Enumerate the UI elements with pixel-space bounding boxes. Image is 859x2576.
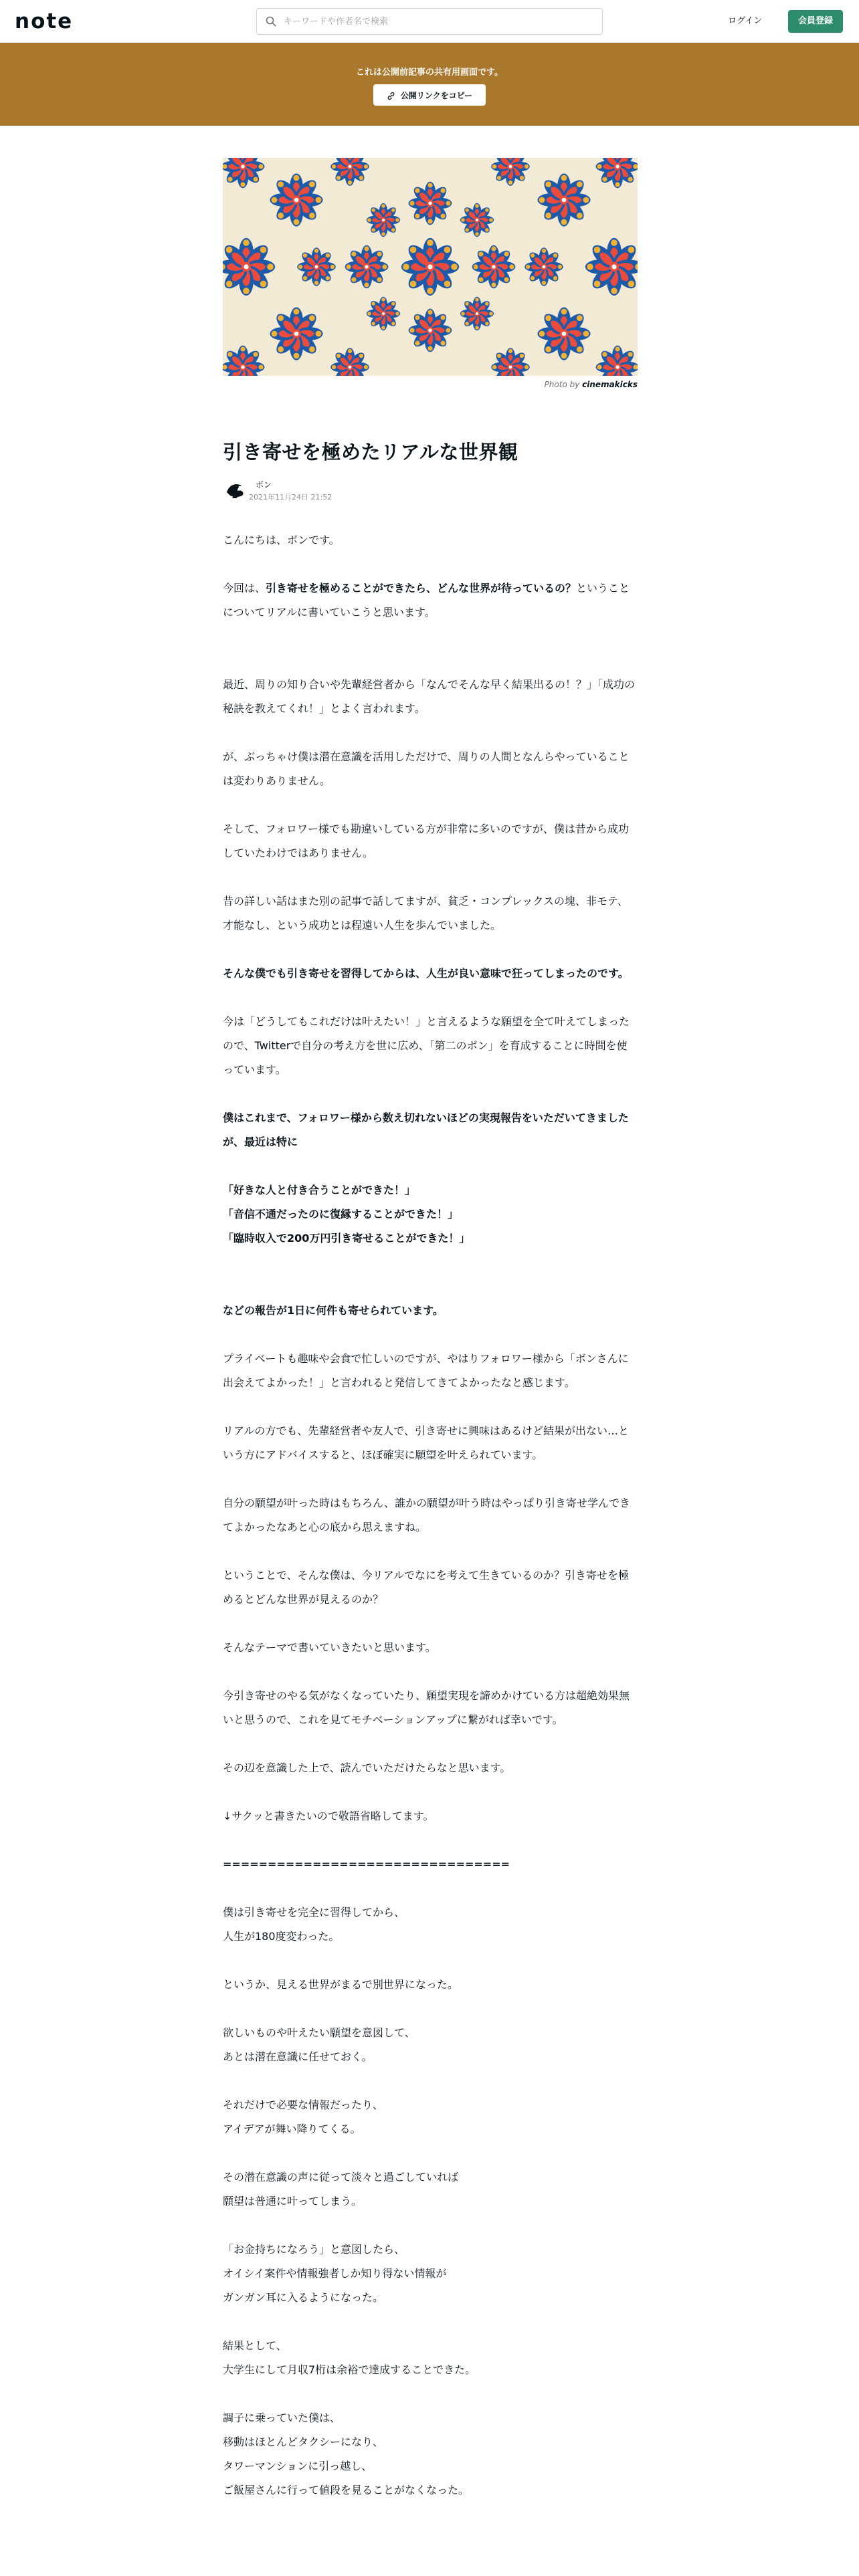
kaleidoscope-image bbox=[223, 158, 638, 376]
line: 人生が180度変わった。 bbox=[223, 1930, 340, 1943]
search-box[interactable] bbox=[256, 8, 603, 35]
author-avatar[interactable] bbox=[223, 477, 247, 502]
paragraph bbox=[223, 576, 638, 625]
paragraph: その辺を意識した上で、読んでいただけたらなと思います。 bbox=[223, 1761, 511, 1774]
line: 欲しいものや叶えたい願望を意図して、 bbox=[223, 2026, 415, 2039]
paragraph-text: ということについてリアルに書いていこうと思います。 bbox=[223, 582, 630, 619]
line: ガンガン耳に入るようになった。 bbox=[223, 2291, 384, 2304]
login-link[interactable]: ログイン bbox=[728, 16, 763, 26]
paragraph: そして、フォロワー様でも勘違いしている方が非常に多いのですが、僕は昔から成功していたわけではありません。 bbox=[223, 823, 629, 859]
search-icon bbox=[266, 16, 276, 27]
paragraph-emphasis: 引き寄せを極めることができたら、どんな世界が待っているの？ bbox=[266, 582, 577, 595]
eyecatch-image bbox=[223, 158, 638, 376]
signup-button[interactable]: 会員登録 bbox=[788, 10, 843, 33]
copy-button-label: 公開リンクをコピー bbox=[400, 90, 473, 100]
paragraph: こんにちは、ボンです。 bbox=[223, 534, 340, 546]
copy-public-link-button[interactable] bbox=[373, 84, 486, 106]
spacer bbox=[223, 1275, 638, 1299]
paragraph: 今引き寄せのやる気がなくなっていたり、願望実現を諦めかけている方は超絶効果無いと思うので、これを見てモチベーションアップに繋がれば幸いです。 bbox=[223, 1689, 630, 1726]
paragraph: 今は「どうしてもこれだけは叶えたい！」と言えるような願望を全て叶えてしまったので、Twitterで自分の考え方を世に広め、「第二のボン」を育成することに時間を使っています。 bbox=[223, 1015, 630, 1076]
line: ご飯屋さんに行って値段を見ることがなくなった。 bbox=[223, 2484, 470, 2496]
paragraph bbox=[223, 962, 638, 986]
quote-line: 「音信不通だったのに復縁することができた！」 bbox=[223, 1208, 459, 1220]
paragraph bbox=[223, 1178, 638, 1202]
paragraph bbox=[223, 1226, 638, 1251]
paragraph-emphasis: などの報告が1日に何件も寄せられています。 bbox=[223, 1304, 444, 1317]
photo-credit bbox=[223, 380, 638, 389]
paragraph bbox=[223, 1202, 638, 1226]
line: 調子に乗っていた僕は、 bbox=[223, 2411, 341, 2424]
paragraph: リアルの方でも、先輩経営者や友人で、引き寄せに興味はあるけど結果が出ない…という方にアドバイスすると、ほぼ確実に願望を叶えられています。 bbox=[223, 1424, 630, 1461]
paragraph-emphasis: 僕はこれまで、フォロワー様から数え切れないほどの実現報告をいただいてきましたが、最近は特に bbox=[223, 1111, 629, 1148]
paragraph: 昔の詳しい話はまた別の記事で話してますが、貧乏・コンプレックスの塊、非モテ、才能なし、という成功とは程遠い人生を歩んでいました。 bbox=[223, 895, 628, 932]
quote-line: 「好きな人と付き合うことができた！」 bbox=[223, 1184, 416, 1196]
quote-line: 「臨時収入で200万円引き寄せることができた！」 bbox=[223, 1232, 470, 1245]
article-body bbox=[223, 528, 638, 2502]
line: 大学生にして月収7桁は余裕で達成することできた。 bbox=[223, 2363, 476, 2376]
note-logo[interactable]: note bbox=[15, 9, 74, 33]
line: 願望は普通に叶ってしまう。 bbox=[223, 2195, 363, 2208]
article-title: 引き寄せを極めたリアルな世界観 bbox=[223, 441, 518, 463]
photo-credit-prefix: Photo by bbox=[544, 380, 580, 389]
banner-message: これは公開前記事の共有用画面です。 bbox=[356, 68, 503, 78]
line: 移動はほとんどタクシーになり、 bbox=[223, 2436, 384, 2448]
photo-credit-name[interactable]: cinemakicks bbox=[582, 380, 638, 389]
share-preview-banner bbox=[0, 43, 859, 126]
paragraph bbox=[223, 1299, 638, 1323]
line: あとは潜在意識に任せておく。 bbox=[223, 2050, 373, 2063]
link-icon bbox=[387, 92, 395, 100]
line: 「お金持ちになろう」と意図したら、 bbox=[223, 2243, 405, 2256]
divider-text: ================================ bbox=[223, 1858, 510, 1870]
line: それだけで必要な情報だったり、 bbox=[223, 2099, 384, 2111]
paragraph-text: 今回は、 bbox=[223, 582, 266, 595]
author-name[interactable]: ボン bbox=[256, 480, 272, 490]
line: タワーマンションに引っ越し、 bbox=[223, 2460, 373, 2472]
line: アイデアが舞い降りてくる。 bbox=[223, 2123, 361, 2135]
line: 僕は引き寄せを完全に習得してから、 bbox=[223, 1906, 405, 1919]
paragraph-emphasis: そんな僕でも引き寄せを習得してからは、人生が良い意味で狂ってしまったのです。 bbox=[223, 967, 629, 980]
post-date: 2021年11月24日 21:52 bbox=[249, 493, 332, 502]
line: 結果として、 bbox=[223, 2339, 287, 2352]
site-header bbox=[0, 0, 859, 43]
paragraph: そんなテーマで書いていきたいと思います。 bbox=[223, 1641, 436, 1654]
line: オイシイ案件や情報強者しか知り得ない情報が bbox=[223, 2267, 447, 2280]
paragraph: ↓サクッと書きたいので敬語省略してます。 bbox=[223, 1810, 434, 1822]
spacer bbox=[223, 649, 638, 673]
line: その潜在意識の声に従って淡々と過ごしていれば bbox=[223, 2171, 459, 2183]
paragraph: プライベートも趣味や会食で忙しいのですが、やはりフォロワー様から「ボンさんに出会えてよかった！」と言われると発信してきてよかったなと感じます。 bbox=[223, 1352, 629, 1389]
line: というか、見える世界がまるで別世界になった。 bbox=[223, 1978, 458, 1991]
search-input[interactable] bbox=[284, 12, 591, 31]
paragraph: 自分の願望が叶った時はもちろん、誰かの願望が叶う時はやっぱり引き寄せ学んできてよかったなあと心の底から思えますね。 bbox=[223, 1497, 630, 1533]
paragraph: ということで、そんな僕は、今リアルでなにを考えて生きているのか？引き寄せを極めるとどんな世界が見えるのか？ bbox=[223, 1569, 630, 1606]
paragraph: 最近、周りの知り合いや先輩経営者から「なんでそんな早く結果出るの！？」「成功の秘訣を教えてくれ！」とよく言われます。 bbox=[223, 678, 636, 715]
paragraph bbox=[223, 1106, 638, 1154]
paragraph: が、ぶっちゃけ僕は潜在意識を活用しただけで、周りの人間となんらやっていることは変わりありません。 bbox=[223, 750, 630, 787]
